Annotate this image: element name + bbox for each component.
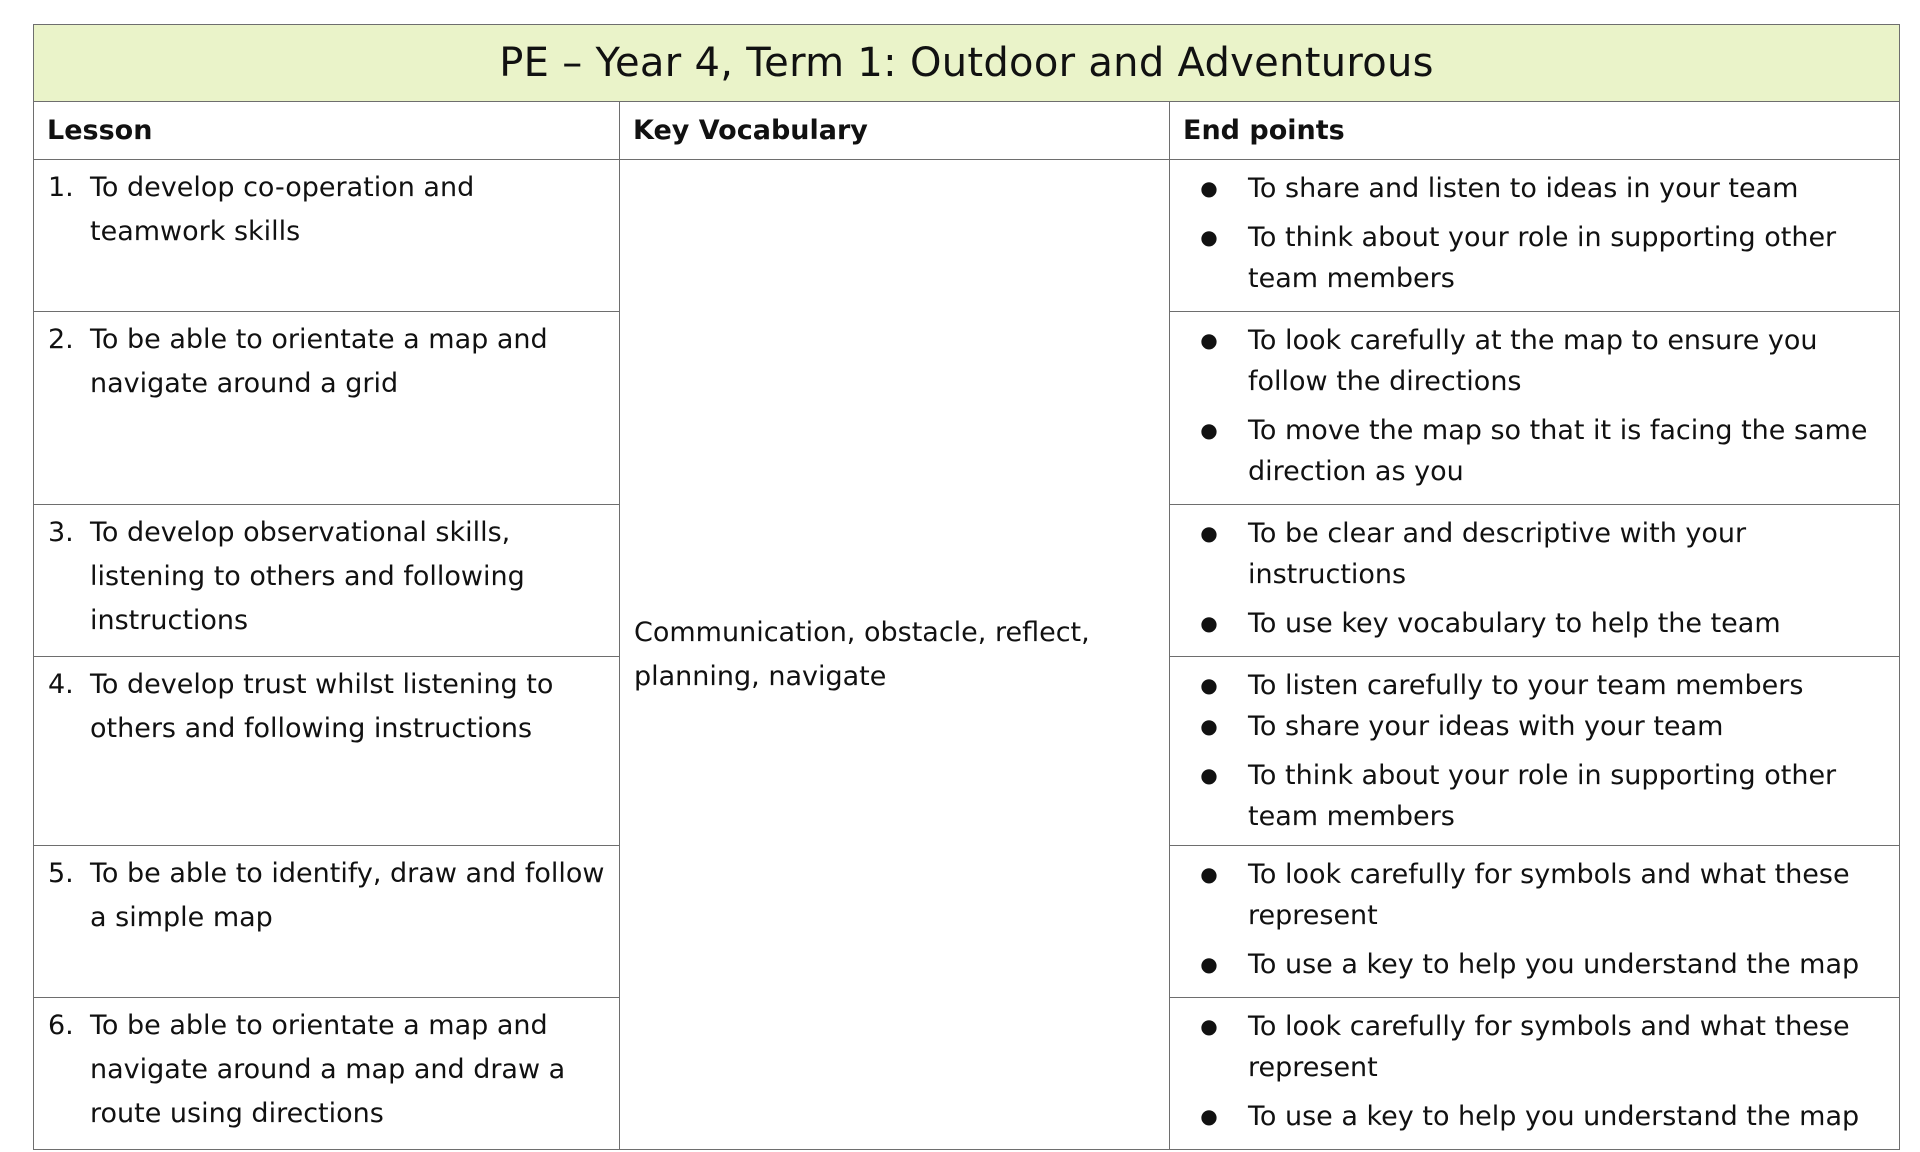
lesson-number: 4. [48, 669, 74, 700]
bullet-icon: ● [1200, 225, 1218, 249]
header-row [34, 102, 1900, 160]
column-header-lesson: Lesson [34, 102, 620, 160]
bullet-icon: ● [1200, 763, 1218, 787]
list-item [1170, 1006, 1887, 1088]
list-item [1170, 217, 1887, 299]
end-points-cell [1170, 657, 1900, 846]
lesson-cell [34, 657, 620, 846]
end-point-text: To use a key to help you understand the map [1248, 949, 1860, 980]
end-point-text: To move the map so that it is facing the same direction as you [1248, 415, 1868, 487]
end-point-text: To listen carefully to your team members [1248, 670, 1804, 701]
lesson-objective: To develop trust whilst listening to others and following instructions [90, 669, 554, 744]
list-item [1170, 1096, 1887, 1137]
lesson-number: 3. [48, 517, 74, 548]
list-item [1170, 513, 1887, 595]
bullet-icon: ● [1200, 328, 1218, 352]
lesson-objective: To be able to orientate a map and navigate around a map and draw a route using directions [90, 1010, 566, 1129]
list-item [1170, 944, 1887, 985]
lesson-number: 1. [48, 172, 74, 203]
end-points-cell [1170, 998, 1900, 1150]
table-row [34, 160, 1900, 312]
bullet-icon: ● [1200, 521, 1218, 545]
end-point-text: To think about your role in supporting other team members [1248, 760, 1837, 832]
lesson-cell [34, 505, 620, 657]
lesson-cell [34, 998, 620, 1150]
list-item [1170, 603, 1887, 644]
page-title: PE – Year 4, Term 1: Outdoor and Adventurous [34, 25, 1900, 102]
bullet-icon: ● [1200, 673, 1218, 697]
list-item [1170, 320, 1887, 402]
list-item [1170, 755, 1887, 837]
bullet-icon: ● [1200, 714, 1218, 738]
title-row [34, 25, 1900, 102]
lesson-number: 5. [48, 858, 74, 889]
lesson-cell [34, 160, 620, 312]
lesson-cell [34, 846, 620, 998]
bullet-icon: ● [1200, 952, 1218, 976]
lesson-objective: To develop observational skills, listening to others and following instructions [90, 517, 525, 636]
end-point-text: To look carefully for symbols and what these represent [1248, 859, 1850, 931]
list-item [1170, 854, 1887, 936]
end-point-text: To look carefully at the map to ensure you follow the directions [1248, 325, 1818, 397]
lesson-objective: To develop co-operation and teamwork skills [90, 172, 475, 247]
end-points-cell [1170, 160, 1900, 312]
end-point-text: To share and listen to ideas in your team [1248, 173, 1799, 204]
bullet-icon: ● [1200, 1104, 1218, 1128]
lesson-objective: To be able to identify, draw and follow a simple map [90, 858, 605, 933]
list-item [1170, 665, 1887, 706]
end-points-cell [1170, 505, 1900, 657]
bullet-icon: ● [1200, 611, 1218, 635]
column-header-end-points: End points [1170, 102, 1900, 160]
bullet-icon: ● [1200, 418, 1218, 442]
list-item [1170, 706, 1887, 747]
end-point-text: To use a key to help you understand the map [1248, 1101, 1860, 1132]
lesson-plan-table [33, 24, 1900, 1150]
bullet-icon: ● [1200, 176, 1218, 200]
end-points-cell [1170, 312, 1900, 505]
lesson-number: 2. [48, 324, 74, 355]
list-item [1170, 168, 1887, 209]
list-item [1170, 410, 1887, 492]
key-vocabulary-text: Communication, obstacle, reflect, planning, navigate [634, 616, 1090, 692]
end-point-text: To use key vocabulary to help the team [1248, 608, 1781, 639]
end-points-cell [1170, 846, 1900, 998]
column-header-vocabulary: Key Vocabulary [620, 102, 1170, 160]
bullet-icon: ● [1200, 1014, 1218, 1038]
end-point-text: To think about your role in supporting other team members [1248, 222, 1837, 294]
end-point-text: To be clear and descriptive with your instructions [1248, 518, 1747, 590]
end-point-text: To share your ideas with your team [1248, 711, 1724, 742]
bullet-icon: ● [1200, 862, 1218, 886]
lesson-cell [34, 312, 620, 505]
end-point-text: To look carefully for symbols and what these represent [1248, 1011, 1850, 1083]
lesson-number: 6. [48, 1010, 74, 1041]
key-vocabulary-cell [620, 160, 1170, 1150]
lesson-objective: To be able to orientate a map and navigate around a grid [90, 324, 548, 399]
